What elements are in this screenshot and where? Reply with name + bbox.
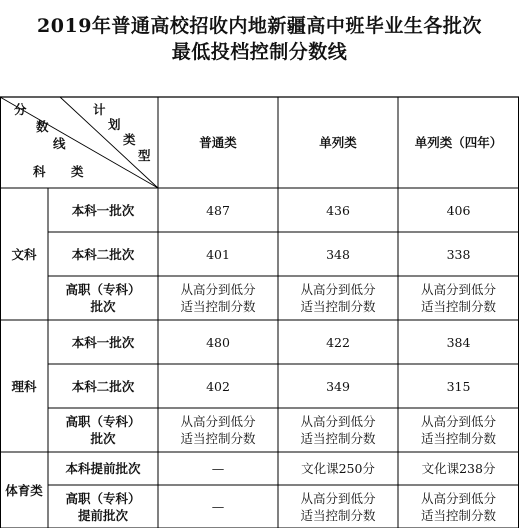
header-label-lei: 类 (123, 132, 136, 147)
score-cell: — (211, 461, 225, 476)
score-cell: 从高分到低分 适当控制分数 (180, 282, 256, 314)
document-title-line-1: 2019年普通高校招收内地新疆高中班毕业生各批次 (37, 15, 482, 37)
score-cell: 从高分到低分 适当控制分数 (300, 490, 376, 523)
subject-0: 文科 (11, 246, 37, 262)
batch-label: 高职（专科） 提前批次 (65, 490, 141, 523)
batch-label: 本科二批次 (71, 246, 135, 262)
header-label-ji: 计 (93, 102, 106, 117)
score-cell: 349 (326, 378, 350, 394)
score-cell: 402 (206, 378, 230, 394)
score-cell: — (211, 499, 225, 514)
score-cell: 从高分到低分 适当控制分数 (180, 414, 256, 446)
score-cell: 406 (446, 202, 471, 218)
header-label-ke: 科 (33, 164, 46, 179)
subject-2: 体育类 (5, 482, 43, 498)
subject-1: 理科 (11, 378, 37, 394)
header-label-shu: 数 (36, 119, 49, 134)
score-cell: 436 (326, 202, 350, 218)
score-cell: 从高分到低分 适当控制分数 (300, 282, 376, 314)
batch-label: 本科提前批次 (65, 461, 141, 476)
score-cell: 从高分到低分 适当控制分数 (420, 414, 496, 446)
score-cell: 384 (446, 334, 471, 350)
header-label-xian: 线 (53, 136, 66, 151)
header-label-lei2: 类 (71, 164, 84, 179)
column-header-separate-four-year: 单列类（四年） (414, 135, 503, 150)
score-cell: 348 (326, 246, 350, 262)
score-cell: 从高分到低分 适当控制分数 (420, 282, 496, 314)
document-title-line-2: 最低投档控制分数线 (171, 41, 348, 63)
score-cell: 从高分到低分 适当控制分数 (300, 414, 376, 446)
score-cell: 422 (326, 334, 350, 350)
score-cell: 480 (206, 334, 230, 350)
score-cell: 401 (206, 246, 230, 262)
batch-label: 本科一批次 (71, 334, 135, 350)
header-label-hua: 划 (108, 117, 121, 132)
header-label-fen: 分 (14, 102, 27, 117)
column-header-regular: 普通类 (199, 135, 237, 150)
batch-label: 高职（专科） 批次 (65, 414, 141, 446)
score-cell: 487 (206, 202, 230, 218)
score-cell: 338 (446, 246, 471, 262)
score-cell: 315 (446, 378, 471, 394)
header-label-xing: 型 (138, 148, 151, 163)
batch-label: 本科一批次 (71, 202, 135, 218)
score-cell: 文化课238分 (421, 461, 496, 476)
score-cell: 文化课250分 (301, 461, 375, 476)
column-header-separate: 单列类 (319, 135, 357, 150)
batch-label: 本科二批次 (71, 378, 135, 394)
score-cell: 从高分到低分 适当控制分数 (420, 490, 496, 523)
batch-label: 高职（专科） 批次 (65, 282, 141, 314)
